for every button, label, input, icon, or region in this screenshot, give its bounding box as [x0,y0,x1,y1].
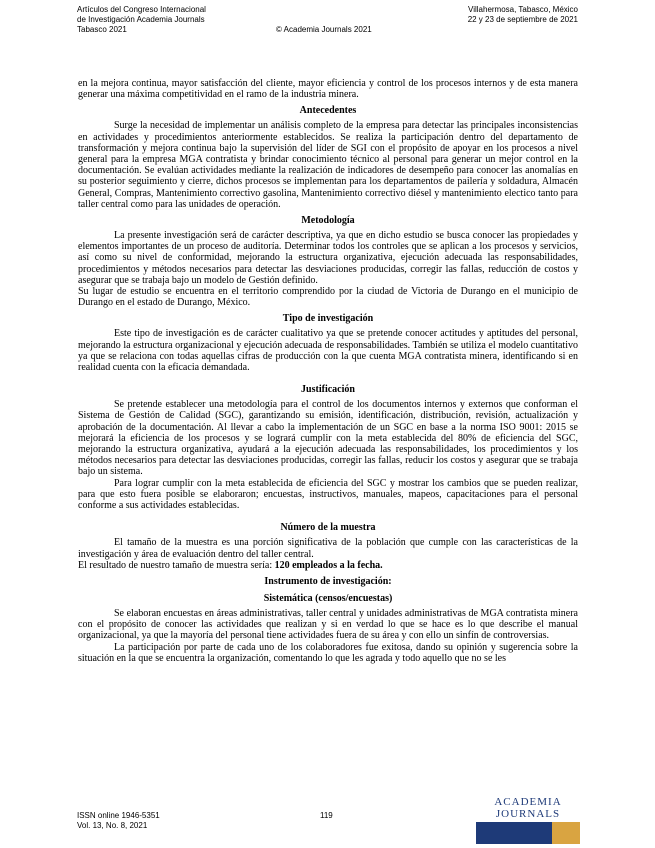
metodologia-paragraph-2: Su lugar de estudio se encuentra en el territorio comprendido por la ciudad de Victoria de Durango en el municipio de Durango en el estado de Durango, México. [78,286,578,309]
antecedentes-paragraph: Surge la necesidad de implementar un análisis completo de la empresa para detectar las principales inconsistencias en actividades y procedimientos anteriormente establecidos. Se realiza la participación dentro del departamento de transformación y mejora continua bajo la supervisión del líder de SGI con el propósito de apoyar en los procesos a nivel general para la empresa MGA contratista y brindar conocimiento técnico al personal para generar un mejor control en la documentación. Se evalúan actividades mediante la realización de indicadores de desempeño para conocer las anomalías en su posterior seguimiento y cierre, dichos procesos se implementan para los departamentos de pailería y soldadura, Almacén General, Compras, Mantenimiento correctivo gasolina, Mantenimiento correctivo diésel y mantenimiento electico tanto para taller central como para las unidades de operación. [78,120,578,210]
header-location: Villahermosa, Tabasco, México [468,5,578,14]
muestra-paragraph-1: El tamaño de la muestra es una porción significativa de la población que cumple con las características de la investigación y área de evaluación dentro del taller central. [78,537,578,560]
muestra-result-prefix: El resultado de nuestro tamaño de muestra sería: [78,559,275,571]
footer-issn-block [77,811,160,831]
footer-volume: Vol. 13, No. 8, 2021 [77,821,148,830]
logo-color-bar [476,822,580,844]
section-title-metodologia: Metodología [301,215,355,227]
section-title-instrumento: Instrumento de investigación: [264,575,392,587]
tipo-paragraph: Este tipo de investigación es de carácter cualitativo ya que se pretende conocer actitudes y aptitudes del personal, mejorando la estructura organizacional y ejecución adecuada de responsabilidades. También se utiliza el modelo cuantitativo ya que se relaciona con todas aquellas cifras de producción con la que cuenta MGA contratista minera, identificando si en realidad cuenta con la eficacia demandada. [78,328,578,374]
article-body [78,78,578,664]
muestra-result-value: 120 empleados a la fecha. [274,559,383,571]
logo-text: ACADEMIA JOURNALS [494,796,562,820]
intro-paragraph: en la mejora continua, mayor satisfacción del cliente, mayor eficiencia y control de los procesos internos y de esta manera generar una máxima competitividad en el ramo de la industria minera. [78,78,578,101]
section-title-justificacion: Justificación [301,384,355,396]
page-number: 119 [320,811,333,820]
header-location-date [458,5,578,25]
section-title-antecedentes: Antecedentes [299,105,357,117]
header-line-3: Tabasco 2021 [77,25,127,34]
footer-issn: ISSN online 1946-5351 [77,811,160,820]
instrumento-paragraph-2: La participación por parte de cada uno de los colaboradores fue exitosa, dando su opinión y sugerencia sobre la situación en la que se encuentra la organización, comentando lo que les agrada y todo aquello que no se les [78,641,578,664]
justificacion-paragraph-2: Para lograr cumplir con la meta establecida de eficiencia del SGC y mostrar los cambios que se pueden realizar, para que esto fuera posible se elaboraron; encuestas, instructivos, manuales, mapeos, capacitaciones para el personal conforme a sus actividades establecidas. [78,477,578,512]
header-date: 22 y 23 de septiembre de 2021 [467,15,578,24]
header-line-1: Artículos del Congreso Internacional [77,5,206,14]
instrumento-paragraph-1: Se elaboran encuestas en áreas administrativas, taller central y unidades administrativas de MGA contratista minera con el propósito de conocer las actividades que realizan y si en verdad lo que se hace es lo que describe el manual organizacional, ya que la mayoría del personal tiene actividades fuera de su área y con ello un sinfín de controversias. [78,607,578,642]
academia-journals-logo [476,796,580,844]
justificacion-paragraph-1: Se pretende establecer una metodología para el control de los documentos internos y externos que conforman el Sistema de Gestión de Calidad (SGC), garantizando su emisión, identificación, distribución, revisión, actualización y aprobación de la documentación. Al llevar a cabo la implementación de un SGC en base a la norma ISO 9001: 2015 se mejorará la eficiencia de los procesos y se logrará cumplir con la meta establecida del 80% de eficiencia del SGC, mejorando la estructura organizativa, ayudará a la ejecución adecuada las responsabilidades, los procedimientos y los métodos necesarios para detectar las desviaciones producidas, corregir las fallas, reducir los costos y asegurar que se trabaja bajo un sistema. [78,399,578,478]
section-title-muestra: Número de la muestra [280,522,376,534]
section-title-tipo: Tipo de investigación [282,313,374,325]
muestra-paragraph-2 [78,560,578,571]
header-line-2: de Investigación Academia Journals [77,15,205,24]
section-subtitle-sistematica: Sistemática (censos/encuestas) [263,592,393,604]
header-conference-info [77,5,206,35]
header-copyright: © Academia Journals 2021 [276,25,372,34]
metodologia-paragraph-1: La presente investigación será de carácter descriptiva, ya que en dicho estudio se busca conocer las propiedades y elementos importantes de un proceso de auditoría. Determinar todos los controles que se aplican a los procesos y servicios, así como su nivel de conformidad, mejorando la estructura organizativa, ejecución adecuada las responsabilidades, procedimientos y métodos necesarios para detectar las desviaciones producidas, corregir las fallas, reducción de costos y asegurar que se trabaja bajo un modelo de Gestión definido. [78,230,578,286]
